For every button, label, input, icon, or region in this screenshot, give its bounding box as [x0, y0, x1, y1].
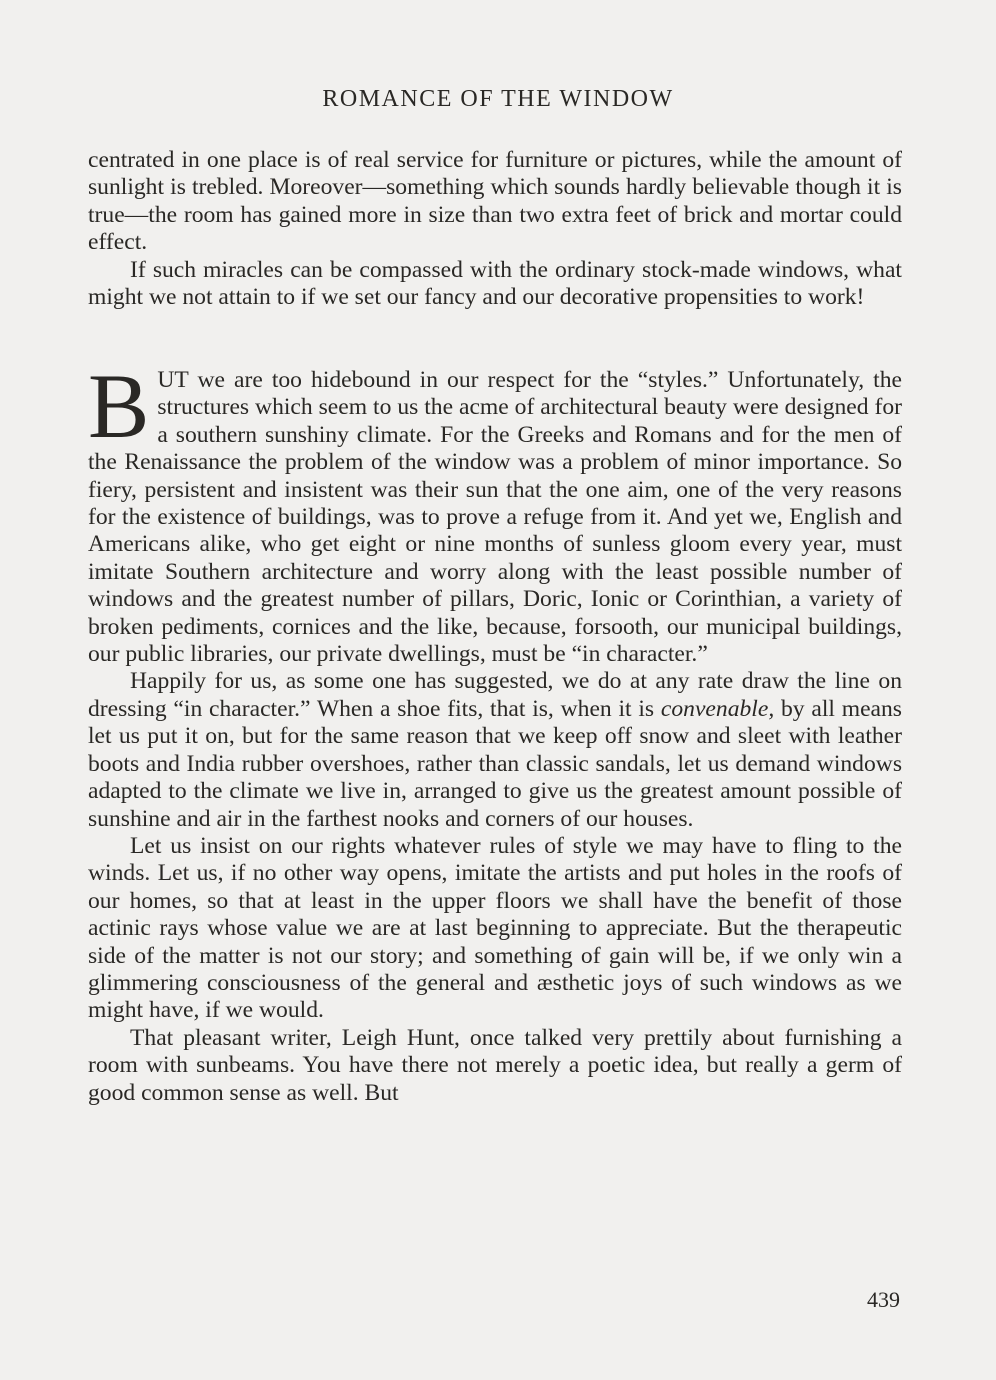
paragraph: If such miracles can be compassed with the ordinary stock-made windows, what might we not attain to if we set our fancy and our decorative propensities to work!	[88, 256, 902, 311]
paragraph-text: UT we are too hidebound in our respect for the “styles.” Unfortunately, the structures which seem to us the acme of architectural beauty were designed for a southern sunshiny climate. For the Greeks and Romans and for the men of the Renaissance the problem of the window was a problem of minor importance. So fiery, persistent and insistent was their sun that the one aim, one of the very reasons for the existence of buildings, was to prove a refuge from it. And yet we, English and Americans alike, who get eight or nine months of sunless gloom every year, must imitate Southern architecture and worry along with the least possible number of windows and the greatest number of pillars, Doric, Ionic or Corinthian, a variety of broken pediments, cornices and the like, because, forsooth, our municipal buildings, our public libraries, our private dwellings, must be “in character.”	[88, 367, 902, 668]
paragraph-with-dropcap	[88, 355, 902, 668]
page-number: 439	[867, 1287, 900, 1312]
paragraph: Let us insist on our rights whatever rules of style we may have to fling to the winds. Let us, if no other way opens, imitate the artists and put holes in the roofs of our homes, so that at least in the upper floors we shall have the benefit of those actinic rays whose value we are at last beginning to appreciate. But the therapeutic side of the matter is not our story; and something of gain will be, if we only win a glimmering consciousness of the general and æsthetic joys of such windows as we might have, if we would.	[88, 832, 902, 1024]
italic-word: convenable,	[660, 695, 775, 722]
text-section-1	[88, 147, 902, 311]
paragraph	[88, 668, 902, 832]
text-section-2	[88, 355, 902, 1107]
paragraph-continued: centrated in one place is of real service for furniture or pictures, while the amount of sunlight is trebled. Moreover—something which sounds hardly believable though it is true—the room has gained more in size than two extra feet of brick and mortar could effect.	[88, 147, 902, 256]
paragraph: That pleasant writer, Leigh Hunt, once talked very prettily about furnishing a room with sunbeams. You have there not merely a poetic idea, but really a germ of good common sense as well. But	[88, 1024, 902, 1106]
paragraph-text: Happily for us, as some one has suggested, we do at any rate draw the line on dressing “in character.” When a shoe fits, that is, when it is	[88, 668, 902, 722]
running-head: ROMANCE OF THE WINDOW	[322, 86, 674, 112]
drop-cap: B	[88, 355, 150, 457]
paragraph-text: by all means let us put it on, but for the same reason that we keep off snow and sleet with leather boots and India rubber overshoes, rather than classic sandals, let us demand windows adapted to the climate we live in, arranged to give us the greatest amount possible of sunshine and air in the farthest nooks and corners of our houses.	[88, 695, 902, 832]
